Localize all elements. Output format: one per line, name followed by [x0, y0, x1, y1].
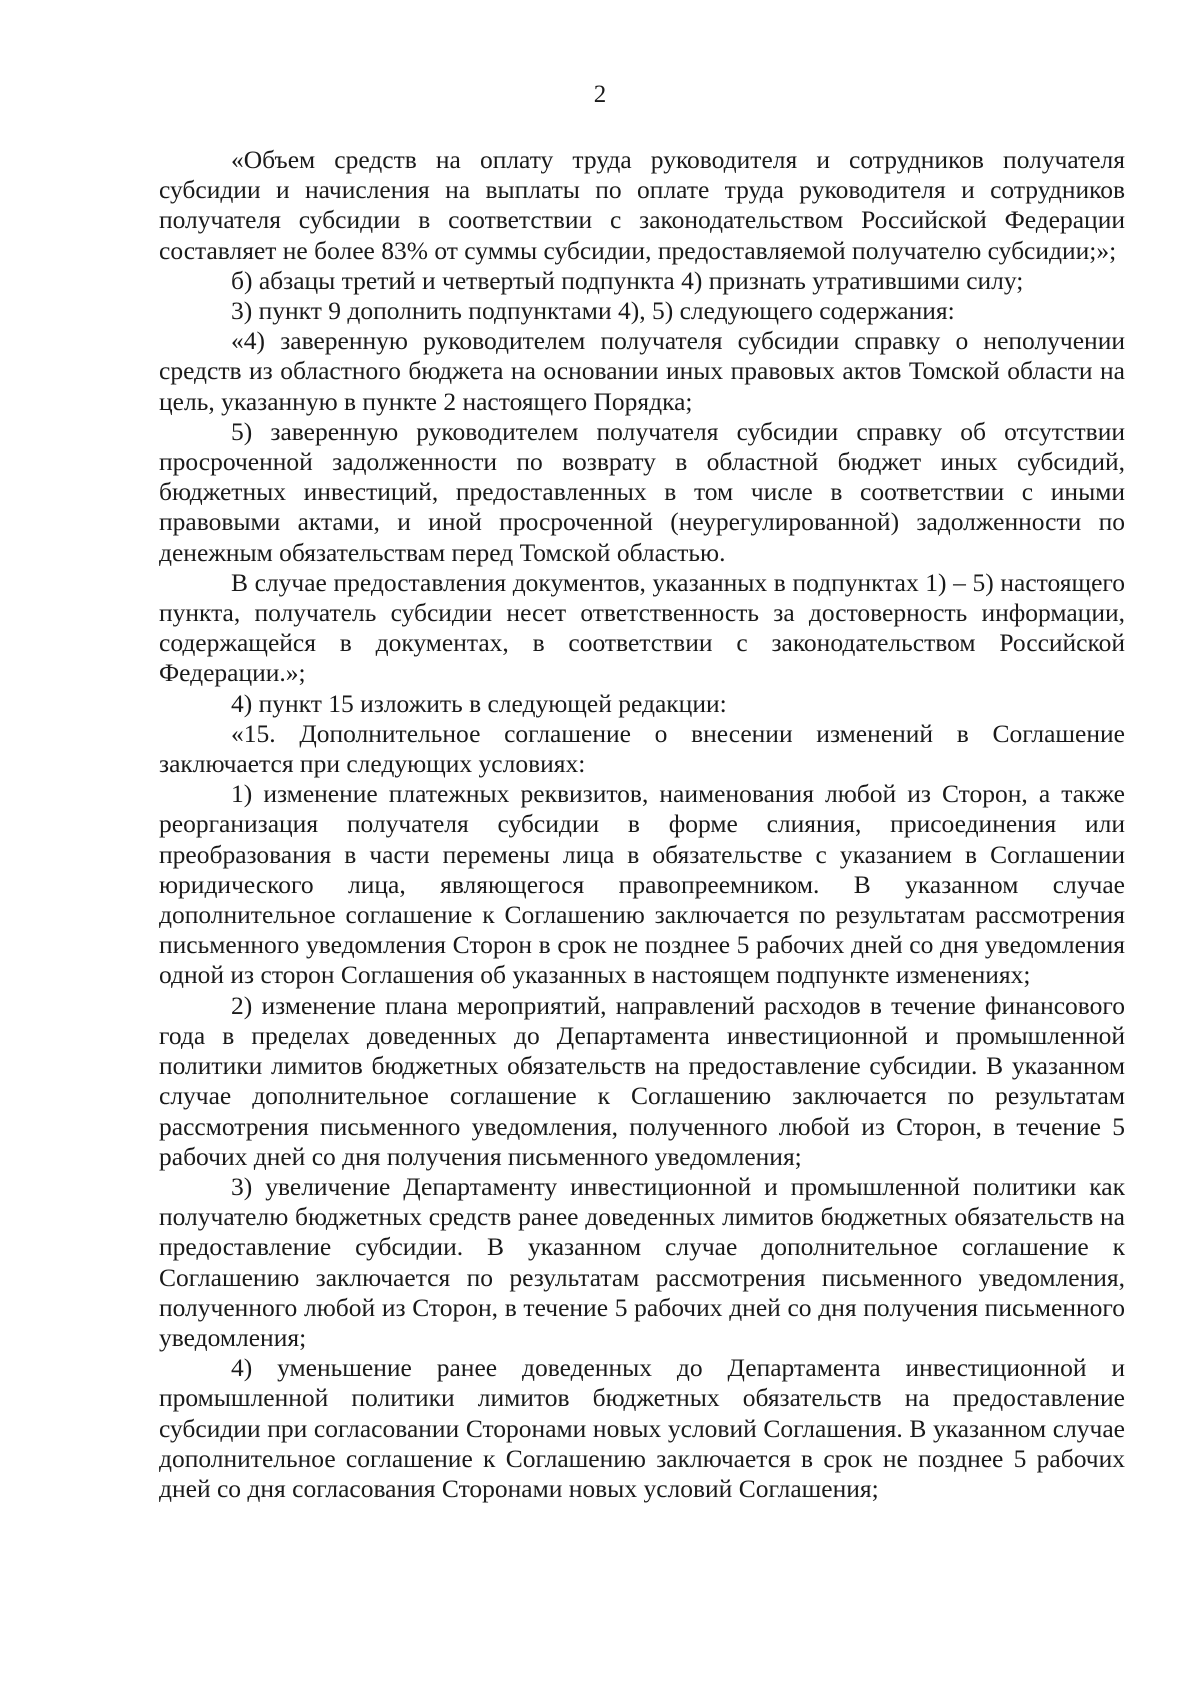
- paragraph-subitem-4-certificate: «4) заверенную руководителем получателя субсидии справку о неполучении средств из областного бюджета на основании иных правовых актов Томской области на цель, указанную в пункте 2 настоящего Порядка;: [159, 326, 1125, 416]
- paragraph-responsibility: В случае предоставления документов, указанных в подпунктах 1) – 5) настоящего пункта, получатель субсидии несет ответственность за достоверность информации, содержащейся в документах, в соответствии с законодательством Российской Федерации.»;: [159, 567, 1125, 688]
- paragraph-item-15-intro: «15. Дополнительное соглашение о внесении изменений в Соглашение заключается при следующих условиях:: [159, 718, 1125, 779]
- paragraph-condition-4: 4) уменьшение ранее доведенных до Департамента инвестиционной и промышленной политики лимитов бюджетных обязательств на предоставление субсидии при согласовании Сторонами новых условий Соглашения. В указанном случае дополнительное соглашение к Соглашению заключается в срок не позднее 5 рабочих дней со дня согласования Сторонами новых условий Соглашения;: [159, 1353, 1125, 1503]
- page-number: 2: [593, 81, 607, 108]
- paragraph-condition-2: 2) изменение плана мероприятий, направлений расходов в течение финансового года в пределах доведенных до Департамента инвестиционной и промышленной политики лимитов бюджетных обязательств на предоставление субсидии. В указанном случае дополнительное соглашение к Соглашению заключается по результатам рассмотрения письменного уведомления, полученного любой из Сторон, в течение 5 рабочих дней со дня получения письменного уведомления;: [159, 990, 1125, 1171]
- paragraph-condition-1: 1) изменение платежных реквизитов, наименования любой из Сторон, а также реорганизация получателя субсидии в форме слияния, присоединения или преобразования в части перемены лица в обязательстве с указанием в Соглашении юридического лица, являющегося правопреемником. В указанном случае дополнительное соглашение к Соглашению заключается по результатам рассмотрения письменного уведомления Сторон в срок не позднее 5 рабочих дней со дня уведомления одной из сторон Соглашения об указанных в настоящем подпункте изменениях;: [159, 779, 1125, 990]
- paragraph-condition-3: 3) увеличение Департаменту инвестиционной и промышленной политики как получателю бюджетных средств ранее доведенных лимитов бюджетных обязательств на предоставление субсидии. В указанном случае дополнительное соглашение к Соглашению заключается по результатам рассмотрения письменного уведомления, полученного любой из Сторон, в течение 5 рабочих дней со дня получения письменного уведомления;: [159, 1171, 1125, 1352]
- paragraph-4-item-15: 4) пункт 15 изложить в следующей редакции:: [231, 688, 727, 718]
- paragraph-subitem-5-certificate: 5) заверенную руководителем получателя субсидии справку об отсутствии просроченной задолженности по возврату в областной бюджет иных субсидий, бюджетных инвестиций, предоставленных в том числе в соответствии с иными правовыми актами, и иной просроченной (неурегулированной) задолженности по денежным обязательствам перед Томской областью.: [159, 416, 1125, 567]
- paragraph-3-supplement-item-9: 3) пункт 9 дополнить подпунктами 4), 5) следующего содержания:: [231, 296, 955, 326]
- paragraph-b-invalidate: б) абзацы третий и четвертый подпункта 4) признать утратившими силу;: [231, 265, 1024, 295]
- paragraph-amount-of-funds: «Объем средств на оплату труда руководителя и сотрудников получателя субсидии и начисления на выплаты по оплате труда руководителя и сотрудников получателя субсидии в соответствии с законодательством Российской Федерации составляет не более 83% от суммы субсидии, предоставляемой получателю субсидии;»;: [159, 145, 1125, 265]
- document-body: [159, 145, 1125, 1504]
